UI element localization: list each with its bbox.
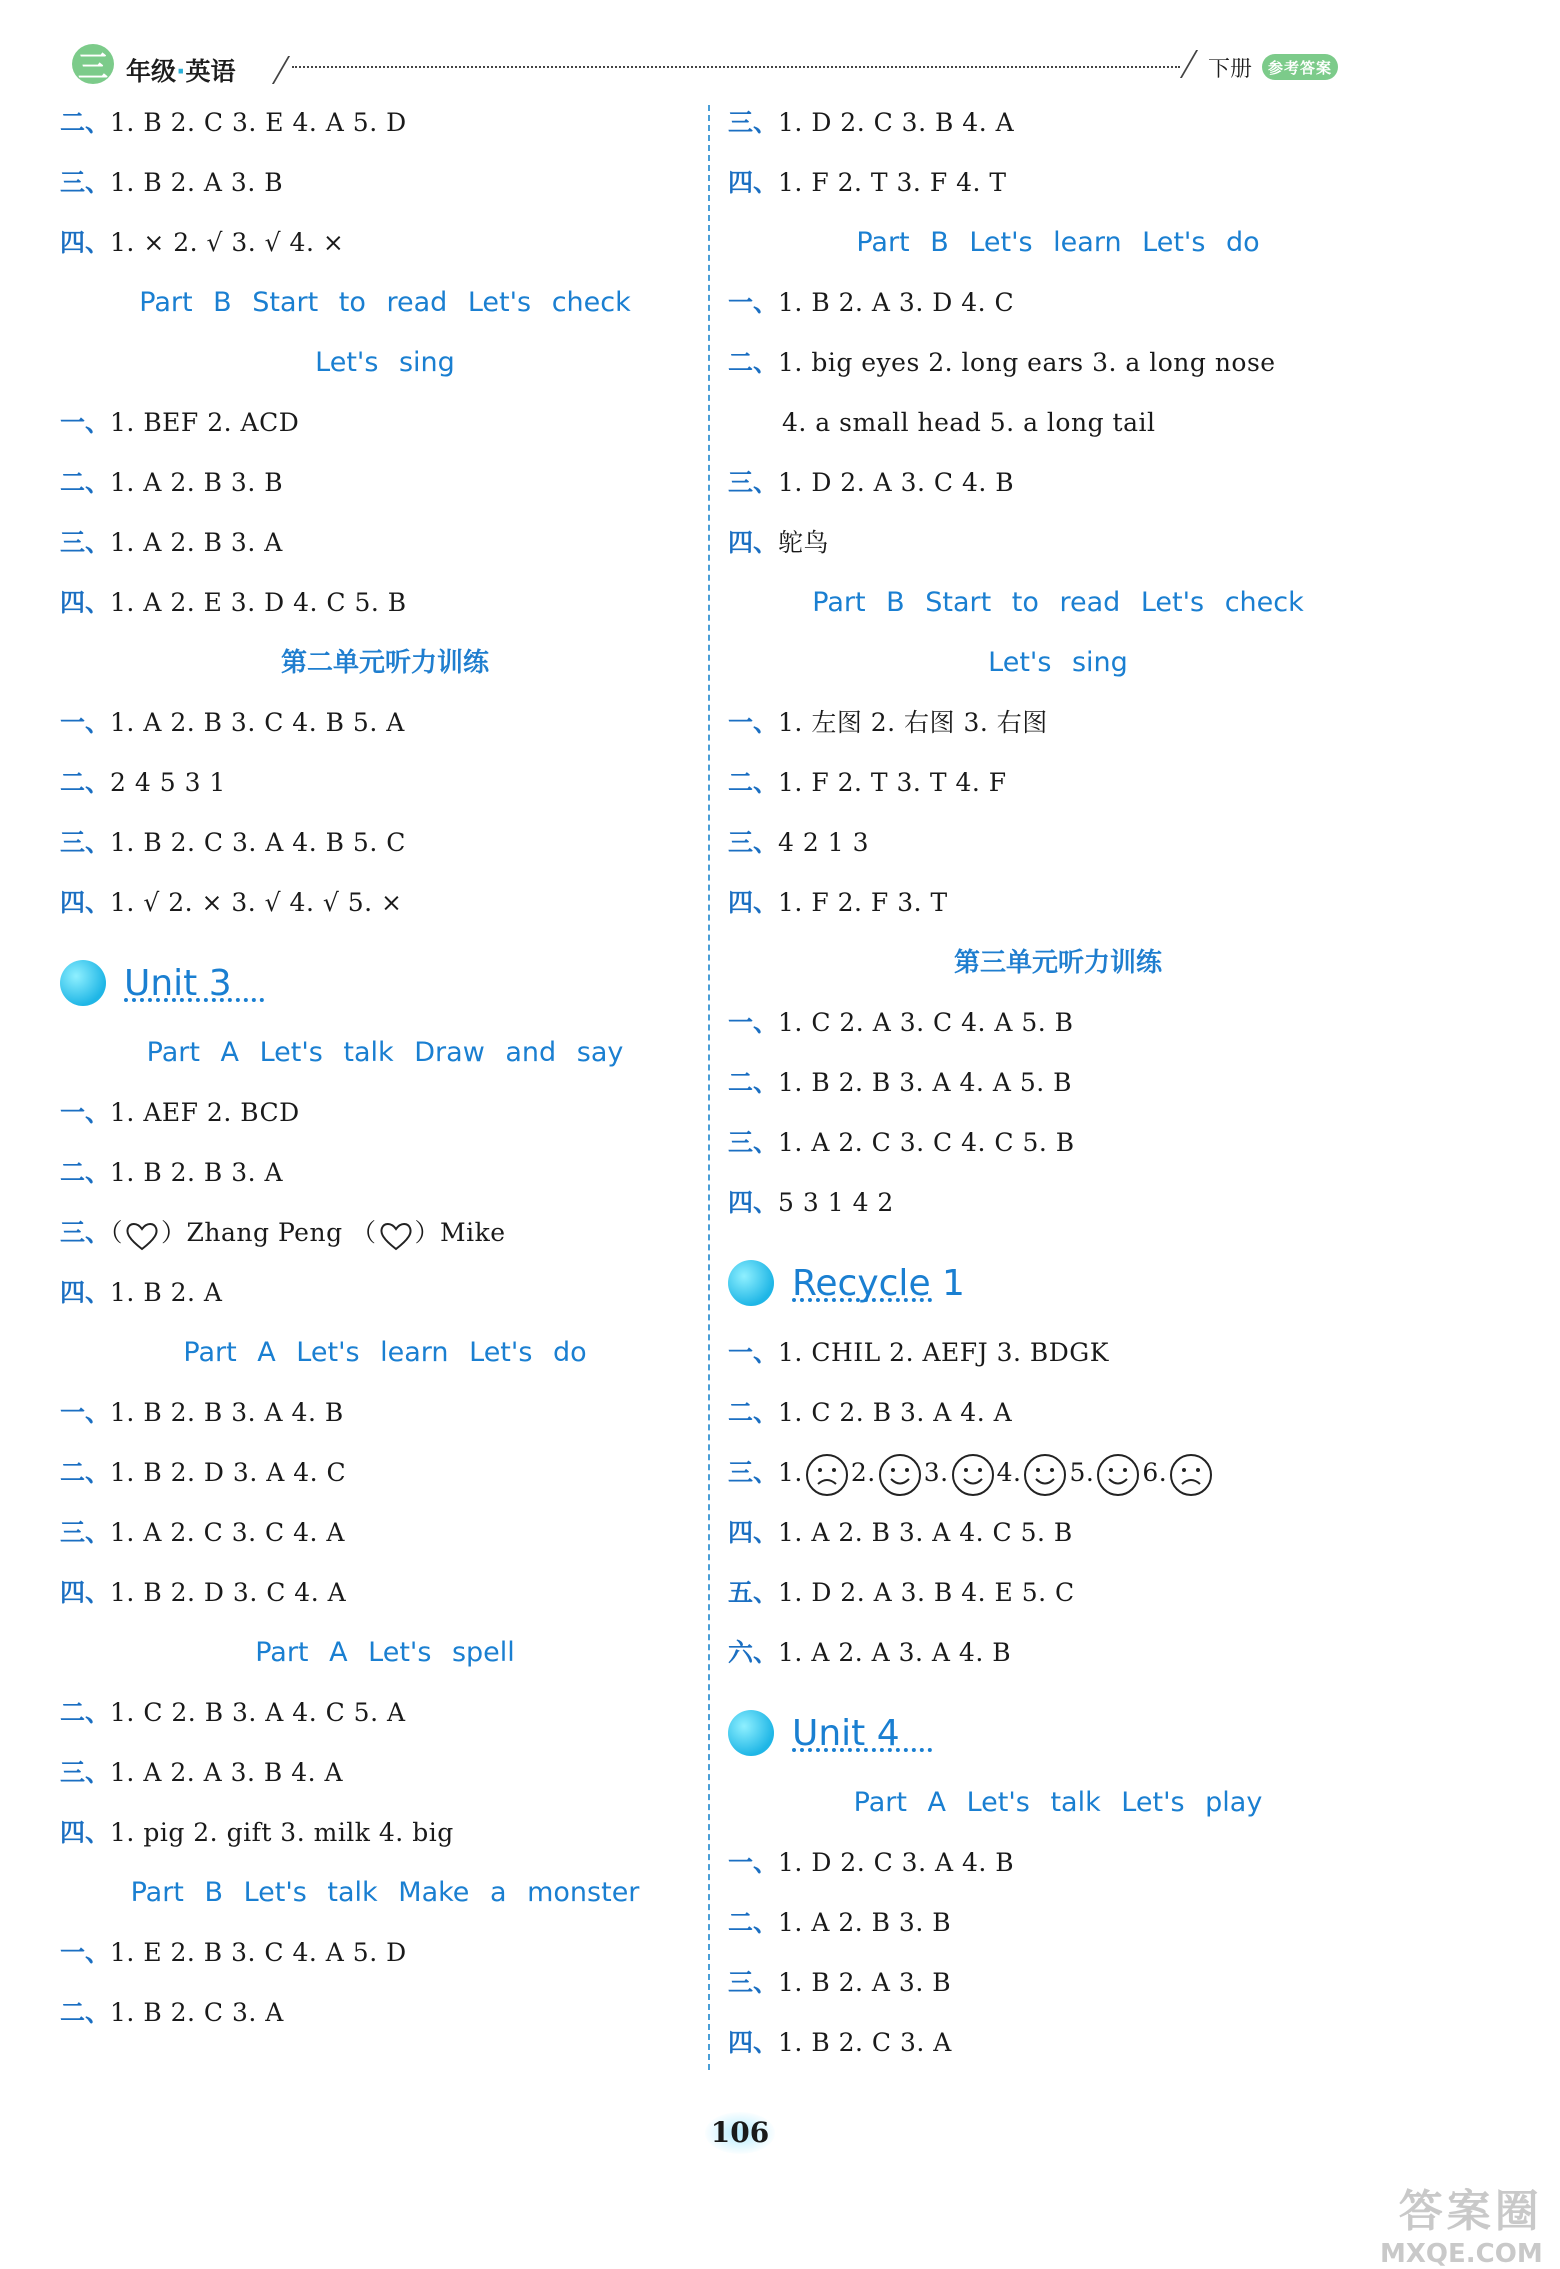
answer-row: [60, 580, 710, 640]
face-label: 2.: [850, 1458, 876, 1487]
right-column: [728, 100, 1388, 2080]
answer-row: [728, 160, 1388, 220]
answer-text: 1. B 2. C 3. A 4. B 5. C: [110, 828, 406, 857]
question-number: 四、: [728, 2028, 779, 2057]
question-number: 四、: [728, 1518, 779, 1547]
answer-text: 1. D 2. A 3. B 4. E 5. C: [778, 1578, 1075, 1607]
answer-text: 1. A 2. B 3. B: [110, 468, 284, 497]
section-heading: Part A Let's spell: [255, 1637, 515, 1668]
answer-text: Mike: [440, 1218, 506, 1247]
answer-text: 4. a small head 5. a long tail: [782, 408, 1156, 437]
question-number: 一、: [60, 1398, 111, 1427]
answer-row: [60, 1090, 710, 1150]
unit-ball-icon: [60, 960, 106, 1006]
answer-row: [728, 1120, 1388, 1180]
answer-text: 1. A 2. E 3. D 4. C 5. B: [110, 588, 407, 617]
question-number: 四、: [60, 1578, 111, 1607]
question-number: 二、: [60, 1158, 111, 1187]
paren: （: [110, 1218, 124, 1247]
answer-text: 1. B 2. D 3. C 4. A: [110, 1578, 347, 1607]
happy-face-icon: [878, 1453, 922, 1497]
question-number: 三、: [728, 1458, 779, 1487]
answer-row: [60, 1390, 710, 1450]
question-number: 二、: [728, 1908, 779, 1937]
answer-text: Zhang Peng: [186, 1218, 343, 1247]
paren: （: [342, 1218, 377, 1247]
answer-row: [728, 1570, 1388, 1630]
answer-row: [728, 1630, 1388, 1690]
answer-text: 2 4 5 3 1: [110, 768, 226, 797]
unit-title: [728, 1240, 1388, 1330]
question-number: 二、: [728, 1068, 779, 1097]
watermark-logo: 答案圈: [1398, 2186, 1543, 2237]
question-number: 四、: [60, 588, 111, 617]
question-number: 一、: [728, 708, 779, 737]
answer-text: 1. A 2. A 3. A 4. B: [778, 1638, 1012, 1667]
face-label: 5.: [1069, 1458, 1095, 1487]
question-number: 三、: [60, 528, 111, 557]
answer-text: 1. C 2. B 3. A 4. C 5. A: [110, 1698, 406, 1727]
question-number: 一、: [60, 708, 111, 737]
question-number: 三、: [728, 468, 779, 497]
answer-row: [728, 880, 1388, 940]
paren: ）: [161, 1218, 187, 1247]
question-number: 二、: [728, 768, 779, 797]
question-number: 四、: [728, 888, 779, 917]
question-number: 二、: [728, 1398, 779, 1427]
section-heading: Part A Let's talk Let's play: [853, 1787, 1263, 1818]
answer-row: [60, 760, 710, 820]
answer-text: 1. B 2. B 3. A 4. B: [110, 1398, 344, 1427]
answer-row: [728, 1330, 1388, 1390]
answer-text: 1. D 2. A 3. C 4. B: [778, 468, 1015, 497]
face-label: 6.: [1142, 1458, 1168, 1487]
question-number: 三、: [728, 828, 779, 857]
section-heading: Let's sing: [988, 647, 1128, 678]
grade-label: 年级: [126, 57, 177, 86]
header-slash-left: [272, 56, 290, 84]
section-heading: Let's sing: [315, 347, 455, 378]
unit-title-text: Unit 4: [792, 1713, 900, 1754]
answer-text: 1. √ 2. × 3. √ 4. √ 5. ×: [110, 888, 403, 917]
question-number: 二、: [60, 1698, 111, 1727]
header-slash-right: [1180, 50, 1198, 78]
section-heading: Part B Let's learn Let's do: [856, 227, 1260, 258]
heart-icon: [379, 1220, 413, 1250]
question-number: 四、: [60, 228, 111, 257]
answer-row: [60, 1810, 710, 1870]
question-number: 三、: [60, 1518, 111, 1547]
answer-text: 1. B 2. C 3. E 4. A 5. D: [110, 108, 407, 137]
answer-text: 1. F 2. T 3. F 4. T: [778, 168, 1007, 197]
answer-row: [728, 1900, 1388, 1960]
section-heading: Part B Start to read Let's check: [139, 287, 631, 318]
answer-text: 1. B 2. A 3. B: [778, 1968, 952, 1997]
answer-text: 1. big eyes 2. long ears 3. a long nose: [778, 348, 1276, 377]
question-number: 二、: [728, 348, 779, 377]
answer-row: [60, 1990, 710, 2050]
question-number: 三、: [728, 108, 779, 137]
answer-row: [60, 700, 710, 760]
answer-text: 1. A 2. C 3. C 4. C 5. B: [778, 1128, 1075, 1157]
answer-text: 1. B 2. A: [110, 1278, 223, 1307]
answer-text: 1. A 2. B 3. C 4. B 5. A: [110, 708, 405, 737]
answer-text: 1. 左图 2. 右图 3. 右图: [778, 708, 1048, 737]
question-number: 一、: [728, 288, 779, 317]
answer-text: 1. A 2. B 3. B: [778, 1908, 952, 1937]
answer-text: 1. × 2. √ 3. √ 4. ×: [110, 228, 345, 257]
question-number: 四、: [728, 528, 779, 557]
answer-text: 1. B 2. A 3. D 4. C: [778, 288, 1015, 317]
answer-row: [60, 400, 710, 460]
answer-row: [728, 460, 1388, 520]
unit-ball-icon: [728, 1260, 774, 1306]
answer-row: [728, 2020, 1388, 2080]
unit-title: [728, 1690, 1388, 1780]
unit-title-text: Unit 3: [124, 963, 232, 1004]
answer-row: [728, 760, 1388, 820]
section-heading: Part A Let's learn Let's do: [183, 1337, 587, 1368]
watermark-url: MXQE.COM: [1380, 2239, 1543, 2269]
sad-face-icon: [805, 1453, 849, 1497]
question-number: 三、: [60, 1218, 111, 1247]
answer-text: 1. CHIL 2. AEFJ 3. BDGK: [778, 1338, 1109, 1367]
page-header: [0, 0, 1560, 110]
answer-text: 1. F 2. T 3. T 4. F: [778, 768, 1007, 797]
question-number: 三、: [60, 828, 111, 857]
answer-row: [728, 1960, 1388, 2020]
answer-row: [60, 220, 710, 280]
heart-icon: [125, 1220, 159, 1250]
unit-title: [60, 940, 710, 1030]
unit-underline: [792, 1748, 932, 1752]
header-rule: [292, 66, 1180, 68]
answer-text: 1. BEF 2. ACD: [110, 408, 300, 437]
question-number: 一、: [728, 1848, 779, 1877]
answer-row: [728, 340, 1388, 400]
left-column: [60, 100, 710, 2050]
answer-row: [60, 1210, 710, 1270]
answer-row: [728, 280, 1388, 340]
question-number: 三、: [60, 1758, 111, 1787]
happy-face-icon: [1096, 1453, 1140, 1497]
grade-separator: ·: [176, 57, 186, 86]
answer-text: 1. pig 2. gift 3. milk 4. big: [110, 1818, 454, 1847]
question-number: 三、: [728, 1968, 779, 1997]
answer-text: 1. A 2. C 3. C 4. A: [110, 1518, 345, 1547]
answer-text: 5 3 1 4 2: [778, 1188, 894, 1217]
answer-key-badge: 参考答案: [1262, 54, 1338, 80]
answer-row: [60, 160, 710, 220]
face-label: 1.: [778, 1458, 803, 1487]
unit-title-text: Recycle 1: [792, 1263, 965, 1304]
question-number: 二、: [60, 1458, 111, 1487]
answer-row: [728, 1840, 1388, 1900]
answer-row: [728, 1060, 1388, 1120]
answer-row: [728, 1000, 1388, 1060]
question-number: 三、: [728, 1128, 779, 1157]
question-number: 二、: [60, 468, 111, 497]
answer-text: 1. E 2. B 3. C 4. A 5. D: [110, 1938, 407, 1967]
answer-row: [60, 1450, 710, 1510]
watermark: [1380, 2175, 1543, 2269]
answer-text: 1. A 2. B 3. A 4. C 5. B: [778, 1518, 1073, 1547]
answer-text: 1. D 2. C 3. B 4. A: [778, 108, 1015, 137]
answer-text: 鸵鸟: [778, 528, 830, 557]
question-number: 二、: [60, 108, 111, 137]
answer-text: 1. B 2. B 3. A 4. A 5. B: [778, 1068, 1073, 1097]
section-heading: Part B Let's talk Make a monster: [130, 1877, 640, 1908]
question-number: 一、: [728, 1008, 779, 1037]
face-label: 3.: [923, 1458, 949, 1487]
answer-row: [60, 1690, 710, 1750]
question-number: 四、: [728, 168, 779, 197]
answer-row: [60, 1750, 710, 1810]
answer-row: [728, 520, 1388, 580]
section-heading: Part B Start to read Let's check: [812, 587, 1304, 618]
question-number: 一、: [60, 408, 111, 437]
question-number: 四、: [728, 1188, 779, 1217]
unit-underline: [124, 998, 264, 1002]
answer-text: 1. C 2. A 3. C 4. A 5. B: [778, 1008, 1074, 1037]
listening-heading: 第三单元听力训练: [953, 948, 1162, 978]
question-number: 五、: [728, 1578, 779, 1607]
volume-label: 下册: [1208, 57, 1253, 82]
answer-text: 1. B 2. C 3. A: [110, 1998, 284, 2027]
answer-row: [60, 1270, 710, 1330]
question-number: 四、: [60, 1278, 111, 1307]
section-heading: Part A Let's talk Draw and say: [146, 1037, 624, 1068]
answer-text: 1. AEF 2. BCD: [110, 1098, 300, 1127]
answer-row: [728, 1390, 1388, 1450]
answer-text: 1. B 2. C 3. A: [778, 2028, 952, 2057]
answer-row: [60, 1570, 710, 1630]
answer-row: [728, 1510, 1388, 1570]
question-number: 一、: [728, 1338, 779, 1367]
grade-number: 三: [72, 44, 114, 84]
question-number: 三、: [60, 168, 111, 197]
page-number: 106: [705, 2112, 775, 2154]
answer-row: [60, 460, 710, 520]
answer-text: 1. B 2. B 3. A: [110, 1158, 284, 1187]
subject-label: 英语: [185, 57, 236, 86]
answer-row: [60, 1930, 710, 1990]
answer-row: [60, 100, 710, 160]
question-number: 二、: [60, 1998, 111, 2027]
sad-face-icon: [1169, 1453, 1213, 1497]
answer-text: 1. C 2. B 3. A 4. A: [778, 1398, 1013, 1427]
answer-text: 1. B 2. D 3. A 4. C: [110, 1458, 347, 1487]
question-number: 六、: [728, 1638, 779, 1667]
answer-text: 1. F 2. F 3. T: [778, 888, 948, 917]
answer-row: [60, 520, 710, 580]
happy-face-icon: [1023, 1453, 1067, 1497]
question-number: 一、: [60, 1938, 111, 1967]
listening-heading: 第二单元听力训练: [280, 648, 489, 678]
answer-text: 1. D 2. C 3. A 4. B: [778, 1848, 1015, 1877]
question-number: 四、: [60, 1818, 111, 1847]
question-number: 一、: [60, 1098, 111, 1127]
answer-row: [728, 1180, 1388, 1240]
answer-row: [728, 100, 1388, 160]
answer-text: 1. A 2. B 3. A: [110, 528, 283, 557]
paren: ）: [414, 1218, 441, 1247]
answer-text: 4 2 1 3: [778, 828, 869, 857]
answer-text: 1. B 2. A 3. B: [110, 168, 284, 197]
answer-row: [728, 700, 1388, 760]
answer-row: [728, 820, 1388, 880]
answer-row: [60, 1510, 710, 1570]
answer-row: [60, 820, 710, 880]
happy-face-icon: [951, 1453, 995, 1497]
face-label: 4.: [996, 1458, 1022, 1487]
unit-underline: [792, 1298, 932, 1302]
grade-subject: [126, 52, 236, 88]
answer-text: 1. A 2. A 3. B 4. A: [110, 1758, 344, 1787]
answer-row: [60, 880, 710, 940]
answer-row-continued: [728, 400, 1388, 460]
question-number: 四、: [60, 888, 111, 917]
answer-row: [728, 1450, 1388, 1510]
answer-row: [60, 1150, 710, 1210]
unit-ball-icon: [728, 1710, 774, 1756]
question-number: 二、: [60, 768, 111, 797]
